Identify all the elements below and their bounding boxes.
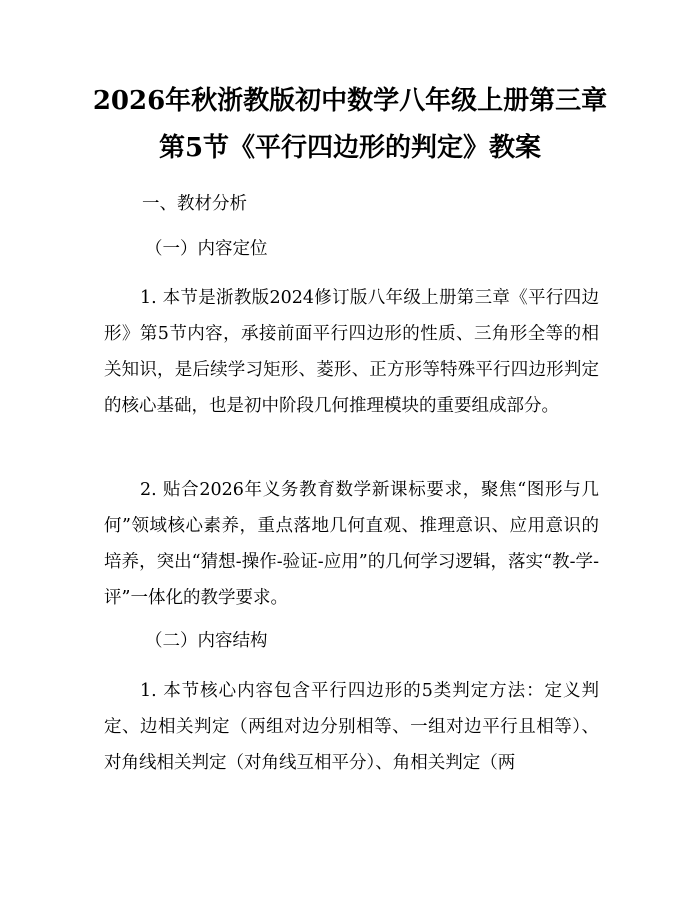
paragraph-content-structure-1: 1. 本节核心内容包含平行四边形的5类判定方法：定义判定、边相关判定（两组对边分别相等、一组对边平行且相等）、对角线相关判定（对角线互相平分）、角相关判定（两 <box>104 681 599 773</box>
subsection-heading-content-position: （一）内容定位 <box>145 239 268 259</box>
document-title-line1: 2026年秋浙教版初中数学八年级上册第三章 <box>92 86 608 116</box>
paragraph-content-position-1: 1. 本节是浙教版2024修订版八年级上册第三章《平行四边形》第5节内容，承接前面平行四边形的性质、三角形全等的相关知识，是后续学习矩形、菱形、正方形等特殊平行四边形判定的核心基础，也是初中阶段几何推理模块的重要组成部分。 <box>104 288 599 416</box>
document-title-line2: 第5节《平行四边形的判定》教案 <box>158 133 542 163</box>
section-heading-textbook-analysis: 一、教材分析 <box>142 194 247 214</box>
paragraph-content-position-2: 2. 贴合2026年义务教育数学新课标要求，聚焦“图形与几何”领域核心素养，重点落地几何直观、推理意识、应用意识的培养，突出“猜想-操作-验证-应用”的几何学习逻辑，落实“教-学-评”一体化的教学要求。 <box>104 480 599 608</box>
subsection-heading-content-structure: （二）内容结构 <box>145 631 268 651</box>
